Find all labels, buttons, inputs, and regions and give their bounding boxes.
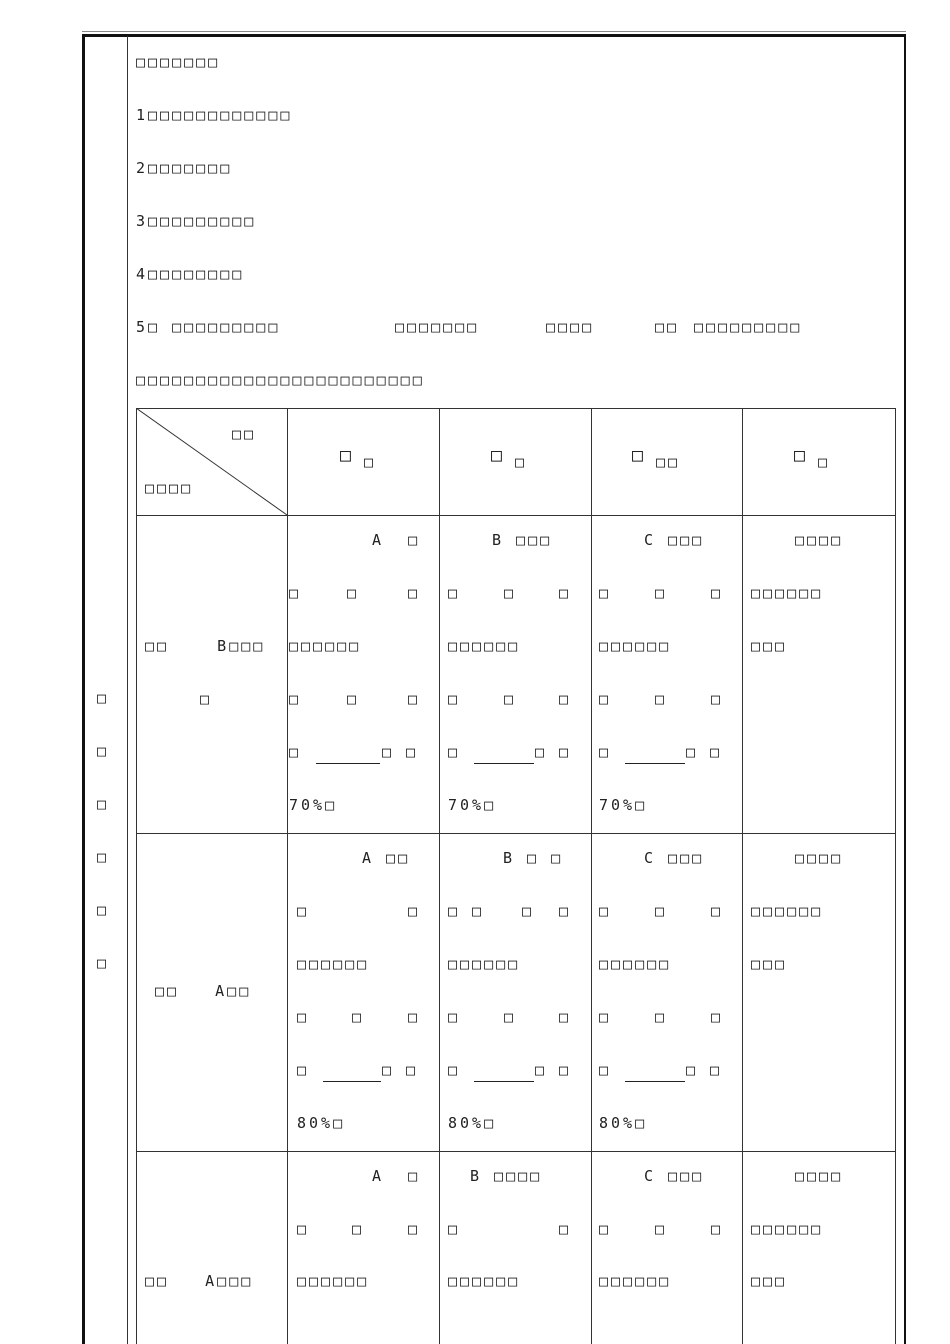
vertical-char: □: [97, 795, 110, 813]
col-border-2: [439, 408, 440, 1344]
cell-glyph: □: [655, 1220, 668, 1238]
right-frame: [904, 34, 906, 1344]
header-corner-top: □□: [232, 425, 257, 443]
vertical-char: □: [97, 848, 110, 866]
cell-glyph: □: [297, 1061, 310, 1079]
row-label: □□ A□□: [155, 982, 252, 1000]
cell-glyph: □: [408, 1220, 421, 1238]
cell-glyph: □: [711, 1220, 724, 1238]
header-glyph: □: [794, 445, 808, 466]
col-border-1: [287, 408, 288, 1344]
col-border-0: [136, 408, 137, 1344]
row-label: □□ A□□□: [145, 1272, 254, 1290]
cell-glyph: □: [599, 743, 612, 761]
cell-glyph: □: [599, 1008, 612, 1026]
cell-glyph: □ □: [535, 743, 572, 761]
fill-in-blank: [316, 763, 380, 764]
cell-glyph: □: [289, 584, 302, 602]
header-glyph: □: [491, 445, 505, 466]
cell-line: □□□□□□: [751, 1220, 824, 1238]
cell-line: □□□□□□: [599, 955, 672, 973]
cell-line: □□□: [751, 637, 788, 655]
cell-glyph: □: [352, 1008, 365, 1026]
cell-line: □□□□□□: [289, 637, 362, 655]
cell-glyph: □: [504, 1008, 517, 1026]
vertical-char: □: [97, 742, 110, 760]
step-1: 1□□□□□□□□□□□□: [136, 106, 293, 124]
cell-heading: □□□□: [795, 1167, 844, 1185]
left-frame: [82, 34, 85, 1344]
cell-glyph: □: [599, 690, 612, 708]
cell-heading: C □□□: [644, 849, 705, 867]
col-border-4: [742, 408, 743, 1344]
cell-glyph: □: [408, 1008, 421, 1026]
step-5-part: □□: [655, 318, 680, 336]
cell-percent: 80%□: [297, 1114, 346, 1132]
cell-glyph: □: [711, 584, 724, 602]
cell-heading: C □□□: [644, 1167, 705, 1185]
header-glyph-small: □: [515, 453, 528, 471]
vertical-char: □: [97, 954, 110, 972]
cell-glyph: □: [599, 1061, 612, 1079]
header-glyph-small: □: [364, 453, 377, 471]
cell-percent: 70%□: [289, 796, 338, 814]
cell-glyph: □: [655, 902, 668, 920]
cell-heading: □□□□: [795, 531, 844, 549]
cell-heading: B □□□□: [470, 1167, 543, 1185]
cell-glyph: □: [559, 690, 572, 708]
cell-glyph: □ □: [448, 902, 485, 920]
header-corner-bottom: □□□□: [145, 479, 194, 497]
fill-in-blank: [474, 763, 534, 764]
cell-glyph: □: [289, 743, 302, 761]
cell-glyph: □: [504, 584, 517, 602]
row-label-cont: □: [200, 690, 213, 708]
step-3: 3□□□□□□□□□: [136, 212, 257, 230]
cell-line: □□□□□□: [297, 1272, 370, 1290]
cell-line: □□□: [751, 1272, 788, 1290]
cell-heading: A □□: [362, 849, 411, 867]
header-glyph-small: □□: [656, 453, 681, 471]
cell-line: □□□□□□: [599, 1272, 672, 1290]
cell-glyph: □: [599, 1220, 612, 1238]
cell-heading: A □: [372, 531, 421, 549]
cell-glyph: □: [522, 902, 535, 920]
cell-heading: B □□□: [492, 531, 553, 549]
row-label: □□ B□□□: [145, 637, 266, 655]
diagonal-divider: [136, 408, 288, 516]
step-5-part: 5□ □□□□□□□□□: [136, 318, 281, 336]
col-border-3: [591, 408, 592, 1344]
cell-glyph: □: [448, 690, 461, 708]
header-glyph: □: [340, 445, 354, 466]
cell-glyph: □: [352, 1220, 365, 1238]
cell-glyph: □: [297, 1220, 310, 1238]
cell-glyph: □: [448, 743, 461, 761]
cell-glyph: □: [297, 902, 310, 920]
cell-glyph: □: [559, 1008, 572, 1026]
fill-in-blank: [323, 1081, 381, 1082]
step-4: 4□□□□□□□□: [136, 265, 245, 283]
cell-heading: B □ □: [503, 849, 564, 867]
fill-in-blank: [625, 763, 685, 764]
cell-line: □□□□□□: [599, 637, 672, 655]
cell-glyph: □: [448, 584, 461, 602]
cell-percent: 70%□: [599, 796, 648, 814]
cell-heading: A □: [372, 1167, 421, 1185]
cell-glyph: □: [448, 1061, 461, 1079]
vertical-char: □: [97, 689, 110, 707]
cell-line: □□□□□□: [751, 584, 824, 602]
cell-line: □□□□□□: [751, 902, 824, 920]
cell-glyph: □: [559, 902, 572, 920]
cell-glyph: □: [599, 584, 612, 602]
cell-glyph: □ □: [382, 743, 419, 761]
cell-heading: C □□□: [644, 531, 705, 549]
cell-line: □□□□□□: [297, 955, 370, 973]
cell-glyph: □: [655, 584, 668, 602]
table-intro: □□□□□□□□□□□□□□□□□□□□□□□□: [136, 371, 425, 389]
cell-glyph: □: [711, 690, 724, 708]
cell-percent: 70%□: [448, 796, 497, 814]
cell-glyph: □: [711, 902, 724, 920]
cell-glyph: □: [504, 690, 517, 708]
vertical-char: □: [97, 901, 110, 919]
header-glyph: □: [632, 445, 646, 466]
cell-glyph: □ □: [382, 1061, 419, 1079]
label-column-divider: [127, 36, 128, 1344]
cell-glyph: □: [559, 1220, 572, 1238]
cell-percent: 80%□: [448, 1114, 497, 1132]
fill-in-blank: [625, 1081, 685, 1082]
cell-line: □□□□□□: [448, 955, 521, 973]
row-2-border: [136, 1151, 896, 1152]
cell-line: □□□□□□: [448, 1272, 521, 1290]
intro-heading: □□□□□□□: [136, 53, 221, 71]
col-border-5: [895, 408, 896, 1344]
cell-glyph: □: [448, 1008, 461, 1026]
cell-line: □□□: [751, 955, 788, 973]
cell-glyph: □: [655, 690, 668, 708]
cell-glyph: □: [408, 584, 421, 602]
header-glyph-small: □: [818, 453, 831, 471]
cell-glyph: □: [408, 902, 421, 920]
top-rule-thin: [82, 31, 906, 32]
cell-glyph: □: [599, 902, 612, 920]
cell-glyph: □: [297, 1008, 310, 1026]
cell-line: □□□□□□: [448, 637, 521, 655]
cell-glyph: □: [347, 584, 360, 602]
cell-glyph: □ □: [686, 1061, 723, 1079]
cell-glyph: □ □: [686, 743, 723, 761]
cell-percent: 80%□: [599, 1114, 648, 1132]
cell-glyph: □: [408, 690, 421, 708]
cell-glyph: □: [559, 584, 572, 602]
step-5-part: □□□□□□□: [395, 318, 480, 336]
cell-glyph: □: [711, 1008, 724, 1026]
cell-glyph: □: [347, 690, 360, 708]
step-2: 2□□□□□□□: [136, 159, 233, 177]
fill-in-blank: [474, 1081, 534, 1082]
cell-glyph: □ □: [535, 1061, 572, 1079]
cell-glyph: □: [448, 1220, 461, 1238]
cell-glyph: □: [289, 690, 302, 708]
step-5-part: □□□□: [546, 318, 595, 336]
cell-glyph: □: [655, 1008, 668, 1026]
cell-heading: □□□□: [795, 849, 844, 867]
top-rule: [82, 34, 906, 37]
step-5-part: □□□□□□□□□: [694, 318, 803, 336]
row-1-border: [136, 833, 896, 834]
